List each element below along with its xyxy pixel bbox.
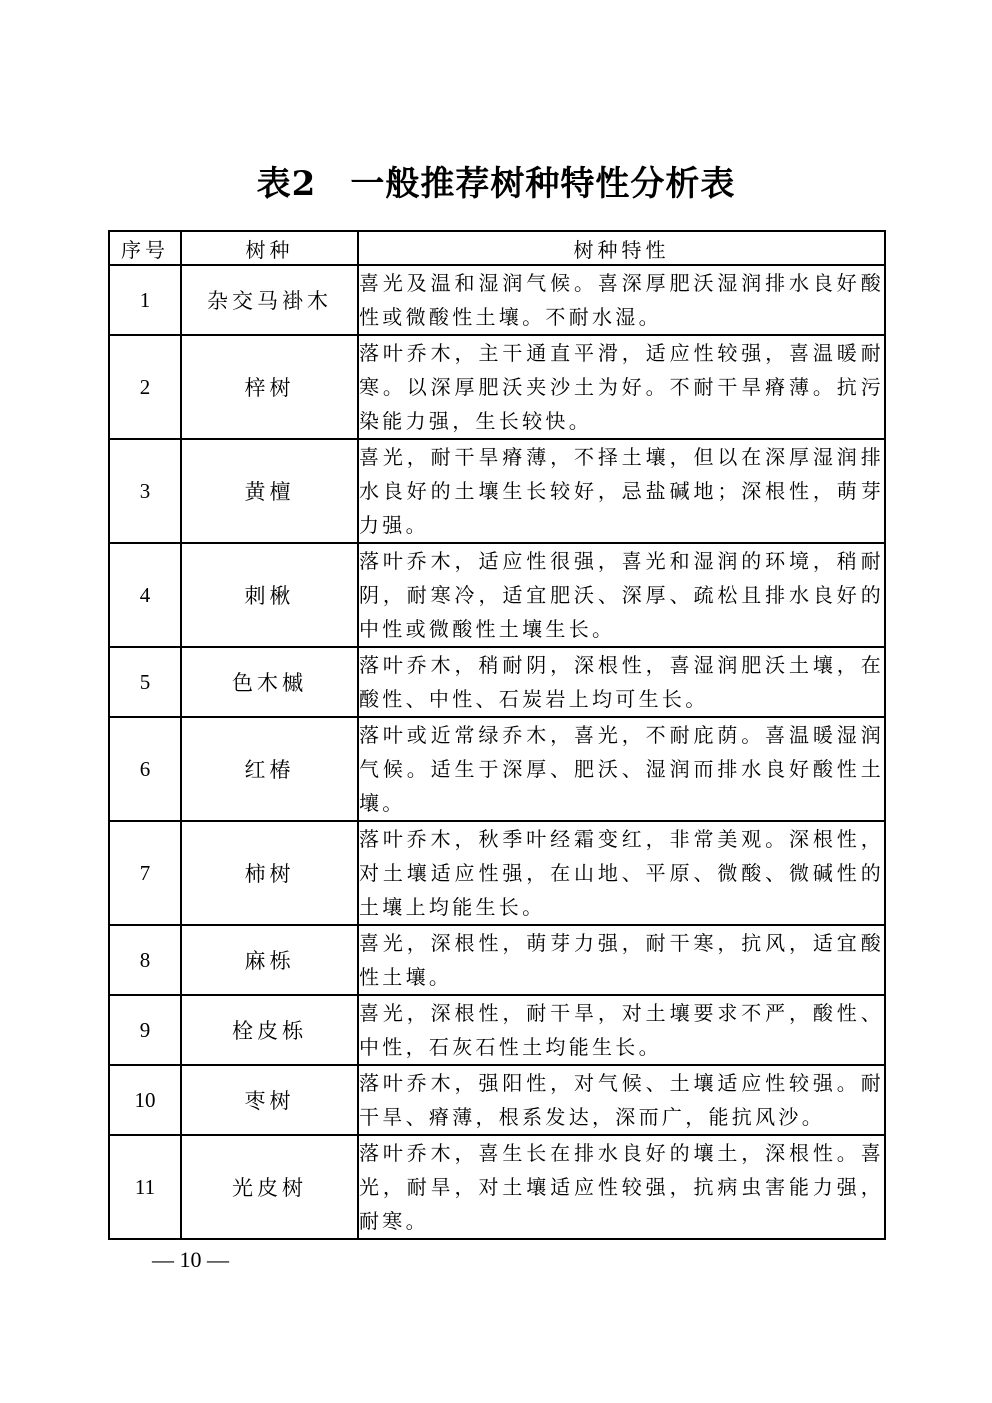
- row-species: 黄檀: [181, 439, 358, 543]
- table-row: [109, 439, 885, 543]
- table-row: [109, 925, 885, 995]
- row-species: 麻栎: [181, 925, 358, 995]
- row-index: 8: [109, 925, 181, 995]
- row-species: 柿树: [181, 821, 358, 925]
- table-row: [109, 1135, 885, 1239]
- row-index: 5: [109, 647, 181, 717]
- row-traits: 喜光及温和湿润气候。喜深厚肥沃湿润排水良好酸性或微酸性土壤。不耐水湿。: [358, 265, 885, 335]
- row-index: 11: [109, 1135, 181, 1239]
- table-row: [109, 995, 885, 1065]
- row-species: 梓树: [181, 335, 358, 439]
- row-species: 红椿: [181, 717, 358, 821]
- table-row: [109, 1065, 885, 1135]
- row-species: 刺楸: [181, 543, 358, 647]
- row-index: 4: [109, 543, 181, 647]
- row-index: 9: [109, 995, 181, 1065]
- table-row: [109, 543, 885, 647]
- row-species: 杂交马褂木: [181, 265, 358, 335]
- row-traits: 落叶乔木，强阳性，对气候、土壤适应性较强。耐干旱、瘠薄，根系发达，深而广，能抗风沙。: [358, 1065, 885, 1135]
- row-traits: 落叶乔木，喜生长在排水良好的壤土，深根性。喜光，耐旱，对土壤适应性较强，抗病虫害能力强，耐寒。: [358, 1135, 885, 1239]
- page-number: — 10 —: [152, 1247, 229, 1272]
- row-species: 枣树: [181, 1065, 358, 1135]
- row-index: 3: [109, 439, 181, 543]
- row-traits: 喜光，深根性，萌芽力强，耐干寒，抗风，适宜酸性土壤。: [358, 925, 885, 995]
- row-traits: 落叶乔木，秋季叶经霜变红，非常美观。深根性，对土壤适应性强，在山地、平原、微酸、微碱性的土壤上均能生长。: [358, 821, 885, 925]
- table-row: [109, 265, 885, 335]
- table-title: 一般推荐树种特性分析表: [350, 164, 736, 204]
- row-species: 光皮树: [181, 1135, 358, 1239]
- row-traits: 喜光，耐干旱瘠薄，不择土壤，但以在深厚湿润排水良好的土壤生长较好，忌盐碱地；深根性，萌芽力强。: [358, 439, 885, 543]
- row-index: 10: [109, 1065, 181, 1135]
- table-header-row: [109, 231, 885, 265]
- row-traits: 喜光，深根性，耐干旱，对土壤要求不严，酸性、中性，石灰石性土均能生长。: [358, 995, 885, 1065]
- header-species: 树种: [181, 231, 358, 265]
- table-row: [109, 717, 885, 821]
- row-index: 1: [109, 265, 181, 335]
- header-index: 序号: [109, 231, 181, 265]
- row-traits: 落叶乔木，稍耐阴，深根性，喜湿润肥沃土壤，在酸性、中性、石炭岩上均可生长。: [358, 647, 885, 717]
- page-title: [0, 156, 992, 205]
- row-traits: 落叶乔木，主干通直平滑，适应性较强，喜温暖耐寒。以深厚肥沃夹沙土为好。不耐干旱瘠薄。抗污染能力强，生长较快。: [358, 335, 885, 439]
- table-number: 表2: [256, 164, 317, 204]
- row-index: 7: [109, 821, 181, 925]
- table-row: [109, 821, 885, 925]
- table-row: [109, 335, 885, 439]
- row-species: 栓皮栎: [181, 995, 358, 1065]
- row-index: 6: [109, 717, 181, 821]
- row-traits: 落叶乔木，适应性很强，喜光和湿润的环境，稍耐阴，耐寒冷，适宜肥沃、深厚、疏松且排水良好的中性或微酸性土壤生长。: [358, 543, 885, 647]
- tree-species-table: [108, 230, 886, 1240]
- row-species: 色木槭: [181, 647, 358, 717]
- row-traits: 落叶或近常绿乔木，喜光，不耐庇荫。喜温暖湿润气候。适生于深厚、肥沃、湿润而排水良好酸性土壤。: [358, 717, 885, 821]
- table-row: [109, 647, 885, 717]
- row-index: 2: [109, 335, 181, 439]
- header-traits: 树种特性: [358, 231, 885, 265]
